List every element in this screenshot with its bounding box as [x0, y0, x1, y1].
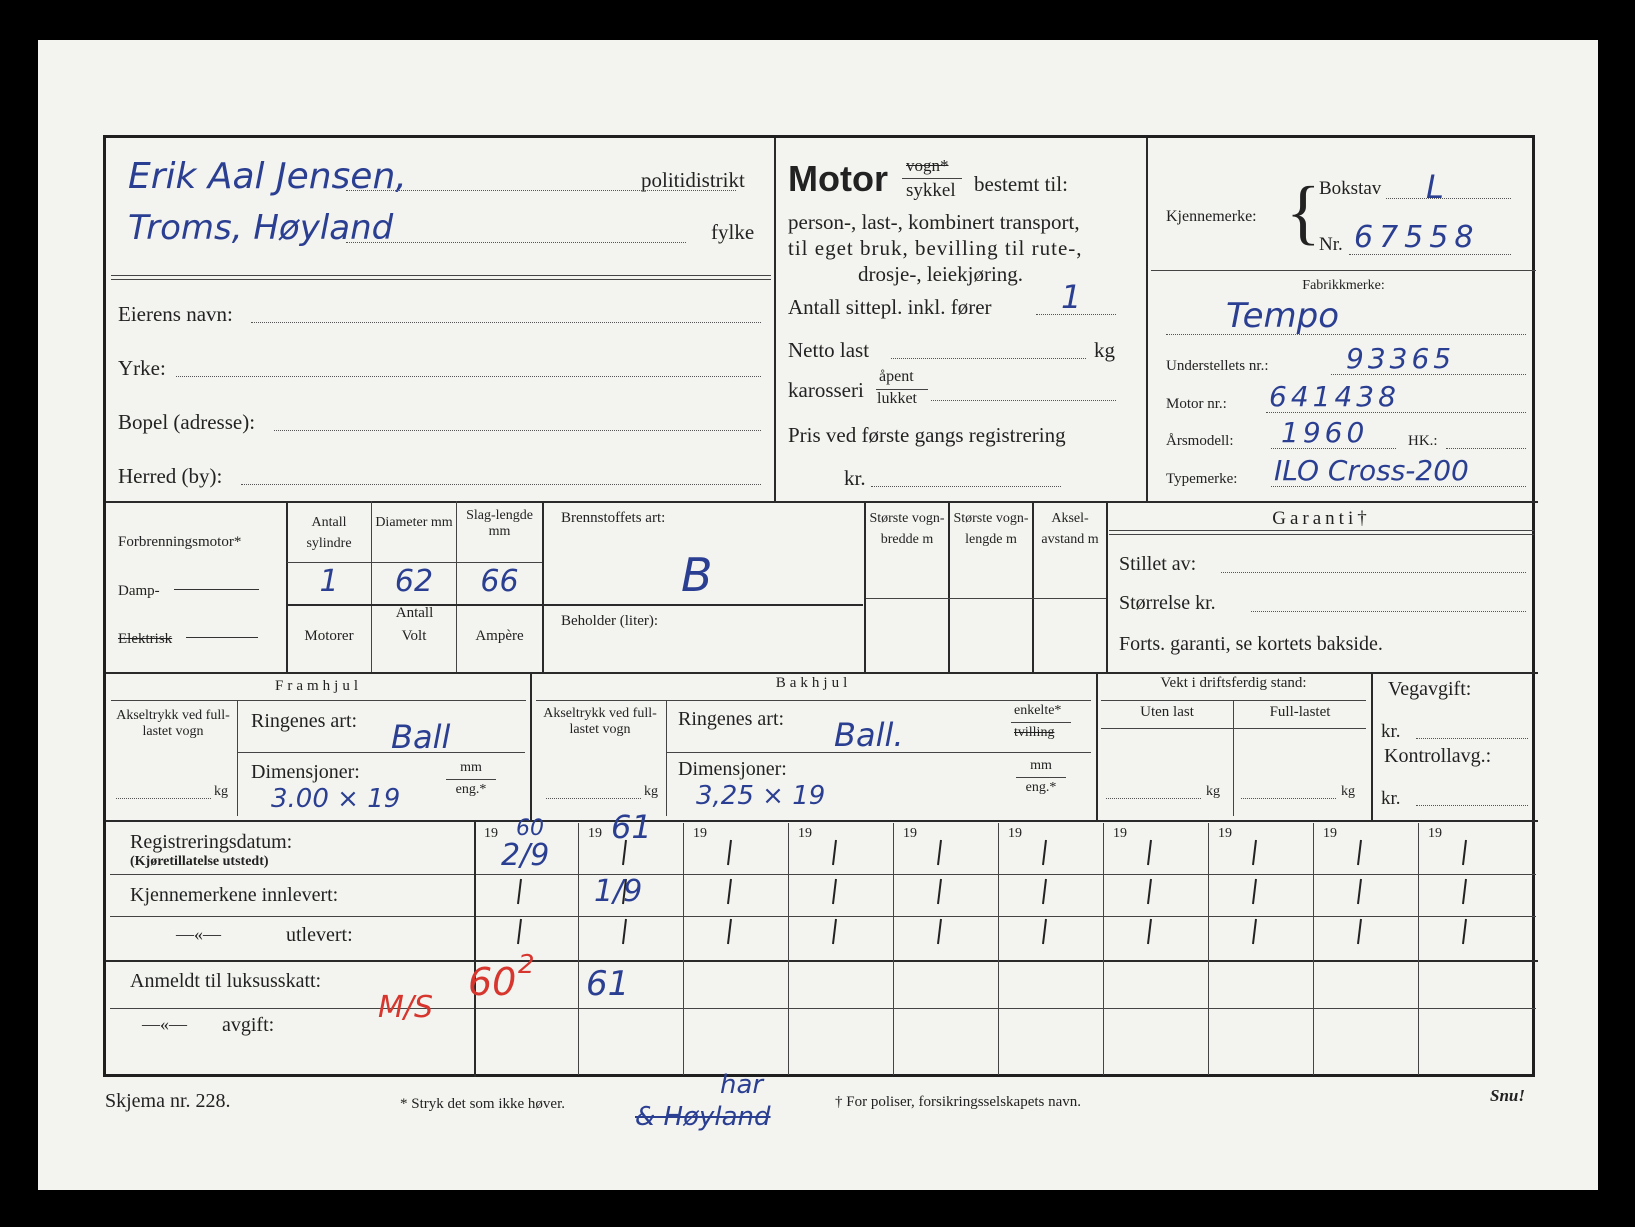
use-line-1: person-, last-, kombinert transport, — [788, 210, 1080, 234]
front-wheel-title: Framhjul — [275, 678, 362, 694]
divider — [1106, 501, 1108, 672]
diameter-label — [372, 512, 456, 533]
county-label: fylke — [711, 220, 755, 244]
dotted-line — [1416, 738, 1528, 739]
dotted-line — [1241, 798, 1336, 799]
dotted-line — [1221, 572, 1526, 573]
road-tax-title: Vegavgift: — [1388, 678, 1472, 700]
turn-note: Snu! — [1490, 1086, 1525, 1105]
closed-option: lukket — [877, 390, 917, 407]
luxury-col1: 60 — [468, 960, 517, 1004]
chassis-value: 93365 — [1346, 342, 1456, 375]
dotted-line — [1266, 412, 1526, 413]
col1-date: 2/9 — [501, 838, 550, 873]
body-label: karosseri — [788, 378, 864, 402]
type-value: ILO Cross-200 — [1274, 454, 1469, 487]
divider — [1146, 138, 1148, 501]
col2-plates-in: 1/9 — [594, 874, 643, 909]
divider — [543, 604, 863, 606]
diameter-label-text: Diameter mm — [375, 515, 453, 530]
divider — [666, 701, 667, 816]
divider — [774, 138, 776, 501]
front-mm: mm — [460, 760, 482, 775]
year-prefix-8: 19 — [1218, 826, 1232, 841]
net-load-unit: kg — [1094, 338, 1115, 362]
motor-title: Motor — [788, 158, 888, 199]
cylinders-label-text: Antall sylindre — [306, 515, 352, 551]
rear-axle-kg: kg — [644, 784, 658, 799]
owner-name-label: Eierens navn: — [118, 302, 233, 326]
fee-mark: M/S — [378, 990, 434, 1025]
schema-number: Skjema nr. 228. — [105, 1090, 231, 1112]
seats-label: Antall sittepl. inkl. fører — [788, 295, 992, 319]
twin-option: tvilling — [1014, 725, 1055, 740]
fee-prefix: —«— — [142, 1014, 187, 1034]
dotted-line — [1271, 486, 1526, 487]
reg-date-label: Registreringsdatum: — [130, 831, 293, 853]
year-prefix-6: 19 — [1008, 826, 1022, 841]
year-prefix-3: 19 — [693, 826, 707, 841]
dotted-line — [251, 322, 761, 323]
year-prefix-7: 19 — [1113, 826, 1127, 841]
divider — [542, 501, 544, 672]
county-handwritten: Troms, Høyland — [128, 208, 394, 248]
col1-year: 60 — [516, 816, 544, 841]
make-value: Tempo — [1226, 296, 1339, 336]
weight-unloaded: Uten last — [1140, 704, 1194, 720]
cylinders-value: 1 — [319, 564, 339, 599]
year-value: 1960 — [1281, 416, 1369, 449]
front-dims-value: 3.00 × 19 — [271, 784, 401, 814]
guarantee-continued: Forts. garanti, se kortets bakside. — [1119, 633, 1383, 655]
luxury-label: Anmeldt til luksusskatt: — [130, 970, 322, 992]
divider — [111, 700, 526, 701]
brace: { — [1286, 172, 1321, 252]
strike-note: * Stryk det som ikke høver. — [400, 1096, 565, 1112]
dotted-line — [1416, 805, 1528, 806]
net-load-label: Netto last — [788, 338, 870, 362]
rear-dims-value: 3,25 × 19 — [696, 781, 826, 811]
control-fee-label: Kontrollavg.: — [1384, 745, 1492, 767]
guarantee-provided-label: Stillet av: — [1119, 553, 1197, 575]
year-prefix-2: 19 — [588, 826, 602, 841]
number-value: 67558 — [1354, 220, 1480, 255]
police-note: † For poliser, forsikringsselskapets navn. — [835, 1094, 1082, 1110]
sykkel-option: sykkel — [906, 180, 956, 201]
luxury-col1-sup: 2 — [518, 950, 535, 980]
dotted-line — [1331, 374, 1526, 375]
divider — [536, 700, 1091, 701]
year-prefix-4: 19 — [798, 826, 812, 841]
residence-label: Bopel (adresse): — [118, 410, 256, 434]
fuel-value: B — [681, 548, 713, 602]
year-prefix-10: 19 — [1428, 826, 1442, 841]
engine-value: 641438 — [1269, 380, 1400, 413]
guarantee-amount-label: Størrelse kr. — [1119, 592, 1216, 614]
occupation-label: Yrke: — [118, 356, 166, 380]
front-tire-label: Ringenes art: — [251, 710, 358, 732]
handwritten-note-top: har — [720, 1070, 764, 1100]
divider — [287, 562, 542, 563]
divider — [1109, 534, 1534, 535]
open-option: åpent — [879, 368, 914, 385]
dotted-line — [346, 242, 686, 243]
stroke-label-text: Slag-lengde mm — [466, 508, 533, 539]
dotted-line — [176, 376, 761, 377]
front-axle-kg: kg — [214, 784, 228, 799]
strike-line — [174, 589, 259, 590]
cylinders-label — [288, 512, 370, 554]
volt-label: Volt — [401, 628, 427, 644]
dotted-line — [871, 486, 1061, 487]
dotted-line — [116, 798, 211, 799]
divider — [866, 598, 1106, 599]
year-prefix-1: 19 — [484, 826, 498, 841]
rear-tire-label: Ringenes art: — [678, 708, 785, 730]
stroke-label — [457, 508, 542, 540]
owner-handwritten: Erik Aal Jensen, — [128, 156, 407, 197]
width-label: Største vogn-bredde m — [869, 511, 945, 547]
stroke-value: 66 — [480, 564, 519, 599]
divider — [237, 752, 525, 753]
luxury-col2: 61 — [586, 964, 630, 1004]
diameter-value: 62 — [394, 564, 434, 599]
plates-in-label: Kjennemerkene innlevert: — [130, 884, 339, 906]
divider — [1109, 530, 1534, 531]
make-label: Fabrikkmerke: — [1302, 278, 1385, 293]
col2-year: 61 — [611, 808, 652, 846]
price-label: Pris ved første gangs registrering — [788, 423, 1066, 447]
front-dims-label: Dimensjoner: — [251, 761, 360, 783]
use-line-3: drosje-, leiekjøring. — [858, 262, 1024, 286]
combustion-label: Forbrenningsmotor* — [118, 534, 242, 550]
dotted-line — [1386, 198, 1511, 199]
fuel-label: Brennstoffets art: — [561, 510, 666, 526]
vogn-option: vogn* — [906, 156, 949, 175]
divider — [1371, 672, 1373, 820]
single-option: enkelte* — [1014, 703, 1062, 718]
front-axle-load-label: Akseltrykk ved full-lastet vogn — [116, 708, 230, 739]
registration-form — [103, 135, 1535, 1077]
plates-out-prefix: —«— — [176, 924, 221, 944]
police-district-label: politidistrikt — [641, 168, 745, 192]
dotted-line — [1106, 798, 1201, 799]
dotted-line — [1251, 611, 1526, 612]
fraction-line — [902, 178, 962, 179]
intended-label: bestemt til: — [974, 172, 1068, 196]
year-label: Årsmodell: — [1166, 433, 1234, 449]
weight-title: Vekt i driftsferdig stand: — [1160, 675, 1307, 691]
type-label: Typemerke: — [1166, 471, 1238, 487]
chassis-label: Understellets nr.: — [1166, 358, 1269, 374]
seats-value: 1 — [1061, 278, 1082, 316]
letter-label: Bokstav — [1319, 178, 1382, 199]
fraction-line — [1011, 722, 1071, 723]
letter-value: L — [1426, 168, 1444, 206]
axle-label: Aksel-avstand m — [1041, 511, 1099, 547]
front-tire-value: Ball — [391, 718, 451, 756]
strike-line — [186, 637, 258, 638]
fraction-line — [446, 779, 496, 780]
dotted-line — [1446, 448, 1526, 449]
steam-label: Damp- — [118, 583, 160, 599]
reg-mark-label: Kjennemerke: — [1166, 208, 1257, 225]
reg-date-sub: (Kjøretillatelse utstedt) — [130, 854, 269, 869]
guarantee-title: Garanti† — [1272, 508, 1371, 529]
road-tax-kr: kr. — [1381, 721, 1401, 742]
antall-label: Antall — [395, 605, 434, 621]
ampere-label: Ampère — [475, 628, 524, 644]
dotted-line — [891, 358, 1086, 359]
rear-eng: eng.* — [1025, 780, 1057, 795]
use-line-2: til eget bruk, bevilling til rute-, — [788, 236, 1083, 260]
dotted-line — [1271, 448, 1396, 449]
dotted-line — [546, 798, 641, 799]
front-eng: eng.* — [455, 782, 487, 797]
divider — [111, 275, 771, 276]
weight-unloaded-kg: kg — [1206, 784, 1220, 799]
price-currency: kr. — [844, 466, 866, 490]
divider — [530, 672, 532, 820]
divider — [110, 1008, 1536, 1009]
year-prefix-5: 19 — [903, 826, 917, 841]
engine-label: Motor nr.: — [1166, 396, 1227, 412]
electric-label: Elektrisk — [118, 631, 173, 647]
weight-loaded-kg: kg — [1341, 784, 1355, 799]
motors-label: Motorer — [304, 628, 354, 644]
divider — [237, 701, 238, 816]
control-fee-kr: kr. — [1381, 788, 1401, 809]
divider — [111, 279, 771, 280]
tank-label: Beholder (liter): — [561, 613, 659, 629]
fee-label: avgift: — [222, 1014, 275, 1036]
divider — [106, 672, 1538, 674]
year-prefix-9: 19 — [1323, 826, 1337, 841]
rear-tire-value: Ball. — [834, 716, 904, 754]
plates-out-label: utlevert: — [286, 924, 353, 946]
dotted-line — [1166, 334, 1526, 335]
rear-axle-load-label: Akseltrykk ved full-lastet vogn — [543, 706, 657, 737]
length-label: Største vogn-lengde m — [953, 511, 1029, 547]
municipality-label: Herred (by): — [118, 464, 223, 488]
rear-mm: mm — [1030, 758, 1052, 773]
divider — [1096, 672, 1098, 820]
fraction-line — [1016, 777, 1066, 778]
dotted-line — [931, 400, 1116, 401]
handwritten-note-bottom: & Høyland — [635, 1102, 771, 1132]
rear-dims-label: Dimensjoner: — [678, 758, 787, 780]
number-label: Nr. — [1319, 234, 1343, 255]
dotted-line — [274, 430, 761, 431]
weight-loaded: Full-lastet — [1269, 704, 1331, 720]
dotted-line — [241, 484, 761, 485]
hp-label: HK.: — [1408, 433, 1438, 449]
divider — [106, 501, 1538, 503]
rear-wheel-title: Bakhjul — [775, 675, 852, 691]
divider — [1151, 270, 1536, 271]
